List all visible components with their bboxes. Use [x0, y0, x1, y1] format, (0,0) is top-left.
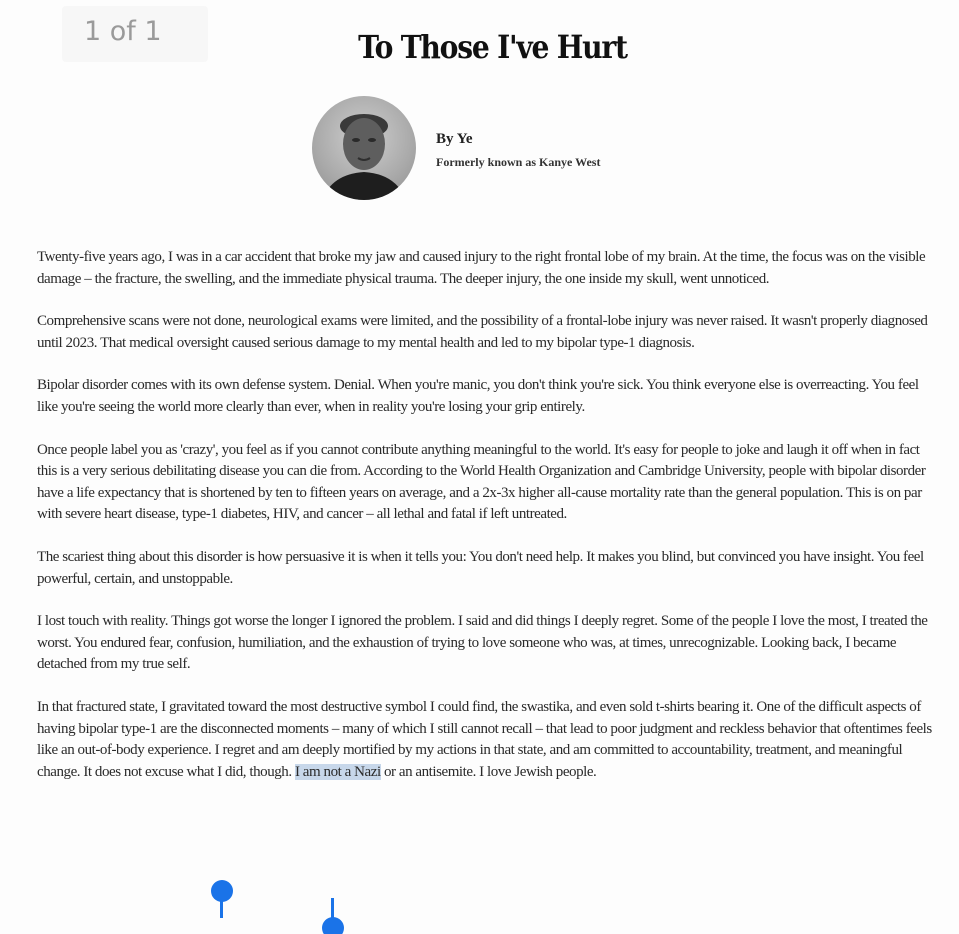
- paragraph-last[interactable]: [37, 697, 937, 783]
- paragraph: The scariest thing about this disorder is how persuasive it is when it tells you: You don't need help. It makes you blind, but convinced you have insight. You feel powerful, certain, and unstoppable.: [37, 548, 924, 587]
- author-portrait-icon: [312, 96, 416, 200]
- author-subtitle: Formerly known as Kanye West: [436, 155, 601, 169]
- author-byline: By Ye: [436, 131, 473, 147]
- paragraph: Twenty-five years ago, I was in a car accident that broke my jaw and caused injury to the right frontal lobe of my brain. At the time, the focus was on the visible damage – the fracture, the swelling, and the immediate physical trauma. The deeper injury, the one inside my skull, went unnoticed.: [37, 249, 926, 287]
- article-title: To Those I've Hurt: [358, 28, 627, 66]
- paragraph: Comprehensive scans were not done, neurological exams were limited, and the possibility of a frontal-lobe injury was never raised. It wasn't properly diagnosed until 2023. That medical oversight caused serious damage to my mental health and led to my bipolar type-1 diagnosis.: [37, 313, 928, 351]
- paragraph: Once people label you as 'crazy', you feel as if you cannot contribute anything meaningful to the world. It's easy for people to joke and laugh it off when in fact this is a very serious debilitating disease you can die from. According to the World Health Organization and Cambridge University, people with bipolar disorder have a life expectancy that is shortened by ten to fifteen years on average, and a 2x-3x higher all-cause mortality rate than the general population. This is on par with severe heart disease, type-1 diabetes, HIV, and cancer – all lethal and fatal if left untreated.: [37, 441, 926, 523]
- paragraph-text: In that fractured state, I gravitated toward the most destructive symbol I could find, the swastika, and even sold t-shirts bearing it. One of the difficult aspects of having bipolar type-1 are the disconnected moments – many of which I still cannot recall – that lead to poor judgment and reckless behavior that oftentimes feels like an out-of-body experience. I regret and am deeply mortified by my actions in that state, and am committed to accountability, treatment, and meaningful change. It does not excuse what I did, though.: [37, 698, 932, 780]
- selection-end-handle[interactable]: [322, 917, 344, 934]
- page-counter: 1 of 1: [62, 6, 208, 62]
- paragraph: Bipolar disorder comes with its own defense system. Denial. When you're manic, you don't think you're sick. You think everyone else is overreacting. You feel like you're seeing the world more clearly than ever, when in reality you're losing your grip entirely.: [37, 377, 919, 415]
- article-body: [37, 247, 937, 783]
- author-avatar: [312, 96, 416, 200]
- selected-text[interactable]: I am not a Nazi: [294, 763, 381, 780]
- paragraph: I lost touch with reality. Things got worse the longer I ignored the problem. I said and did things I deeply regret. Some of the people I love the most, I treated the worst. You endured fear, confusion, humiliation, and the exhaustion of trying to love someone who was, at times, unrecognizable. Looking back, I became detached from my true self.: [37, 613, 928, 673]
- selection-start-stem: [220, 898, 223, 918]
- paragraph-text: or an antisemite. I love Jewish people.: [380, 763, 597, 780]
